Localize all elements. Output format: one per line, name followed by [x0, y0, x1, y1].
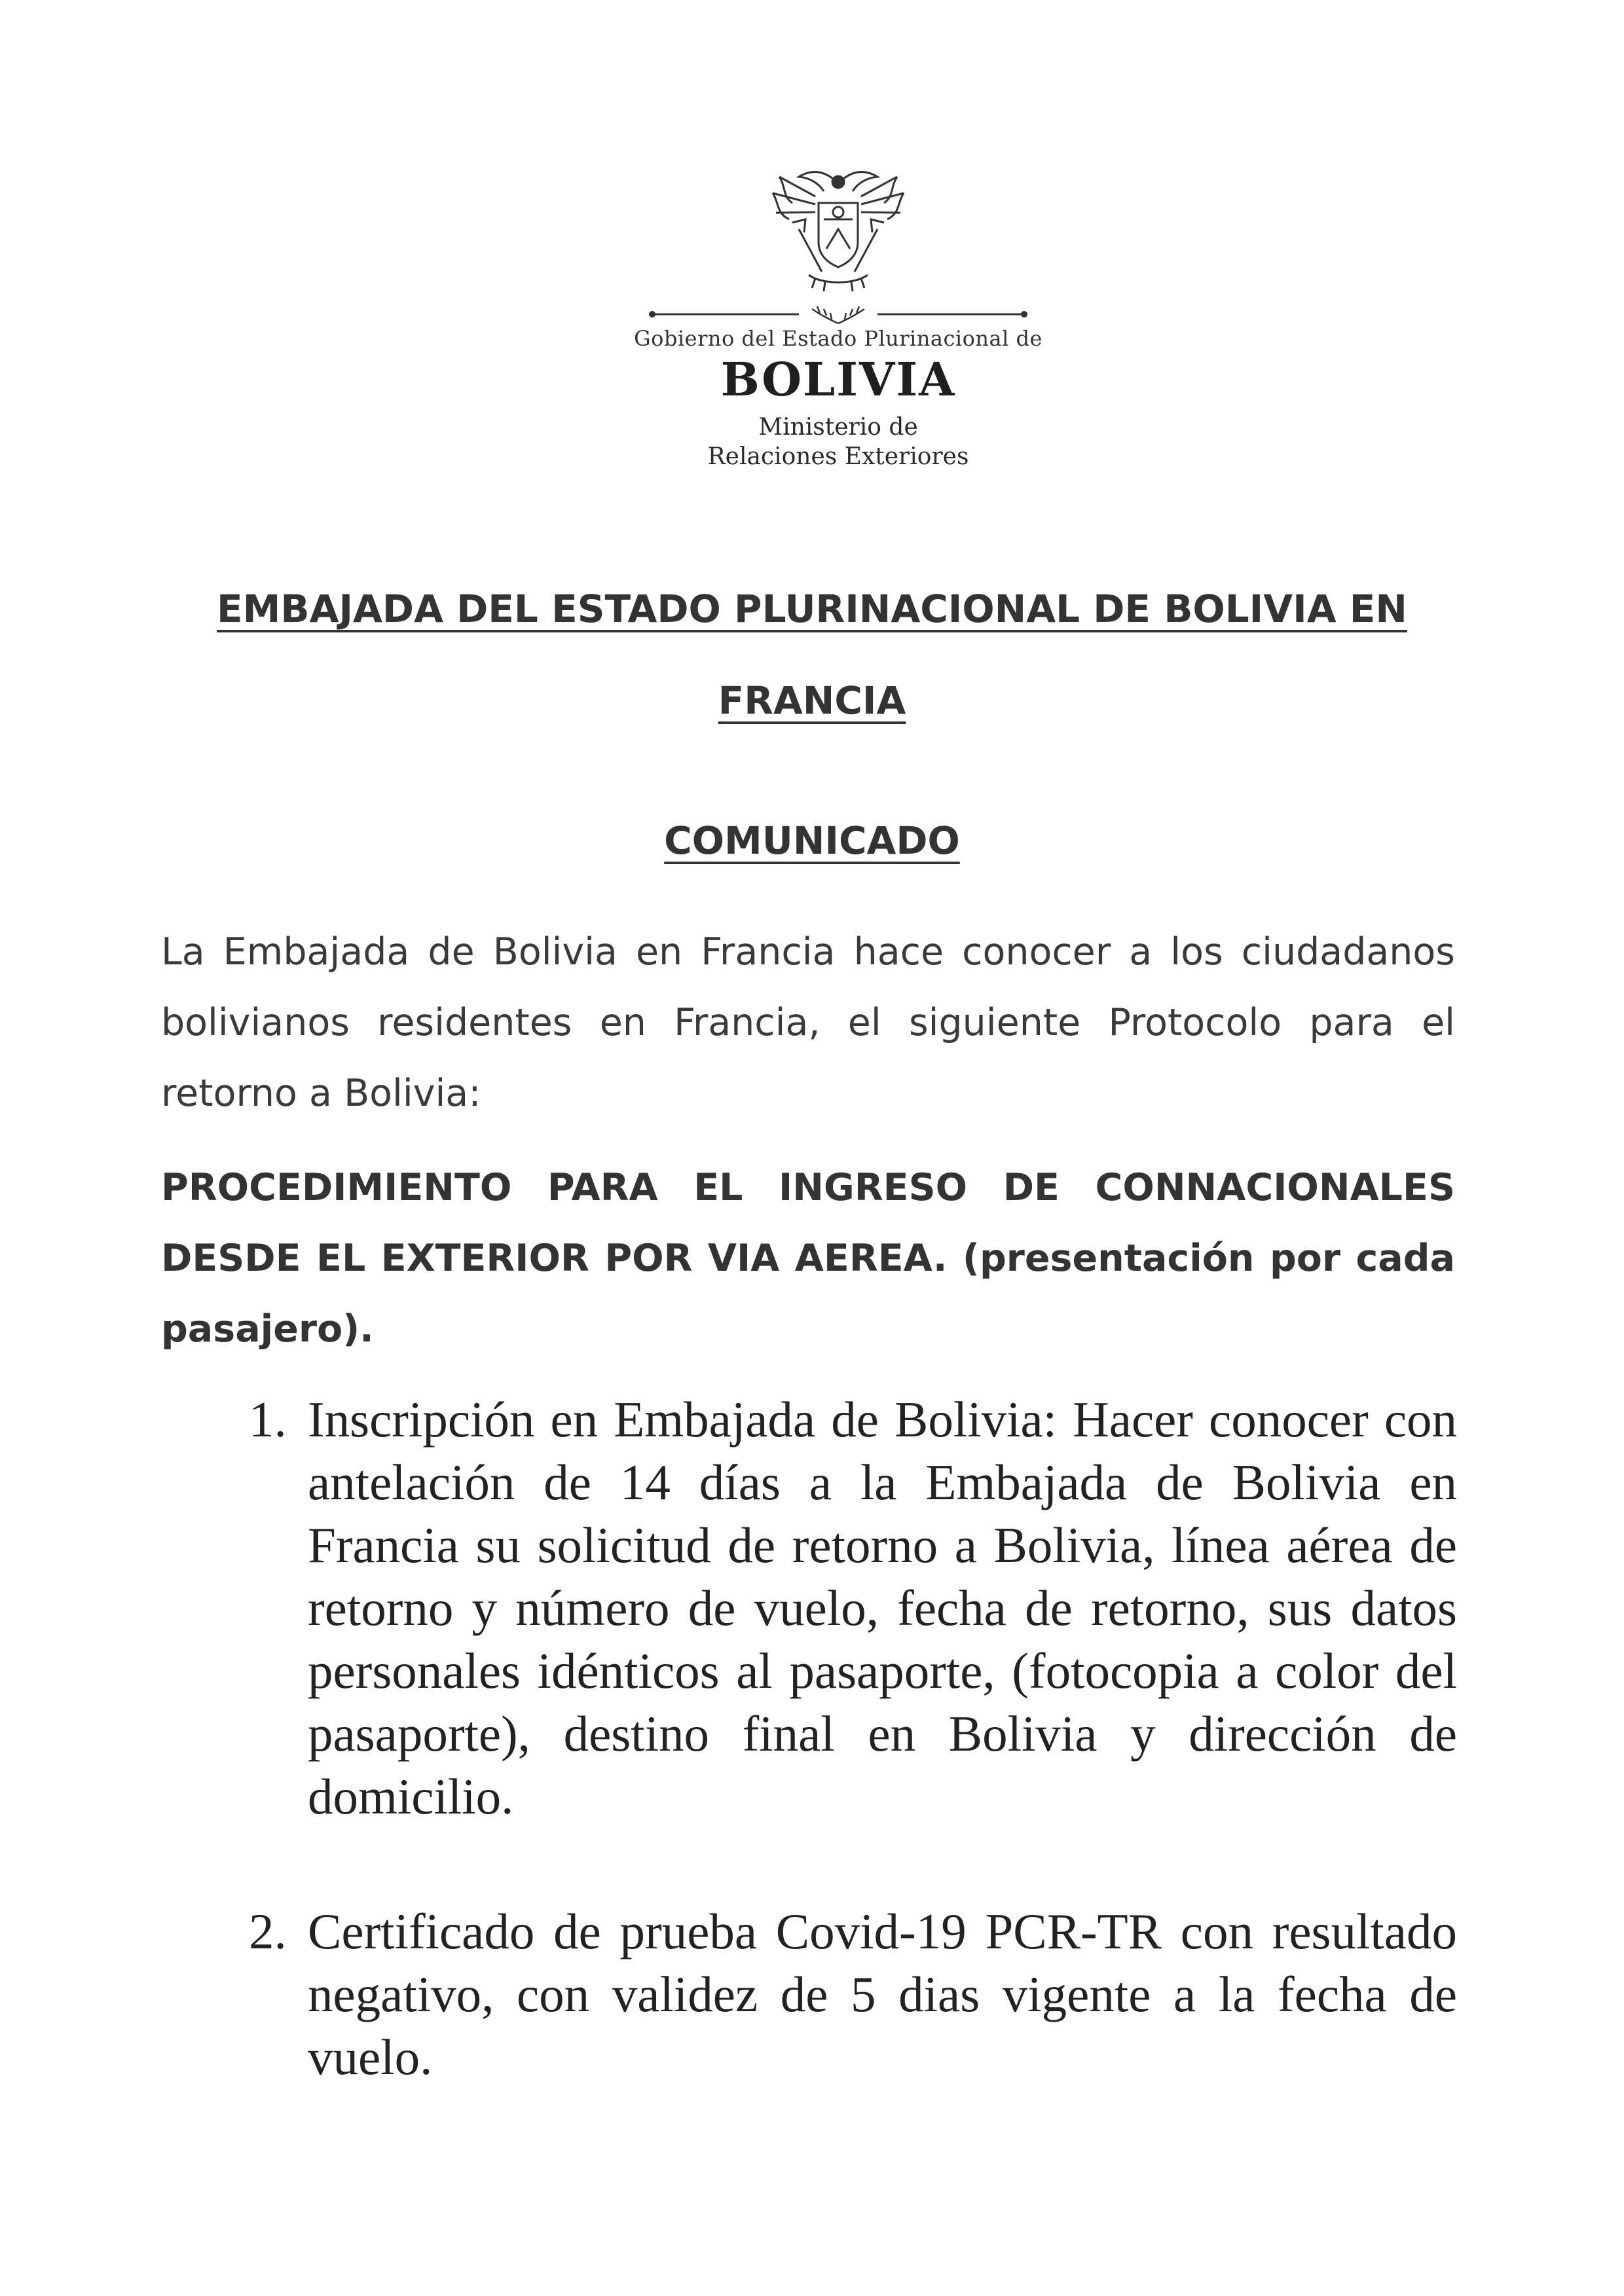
ministry-line-1: Ministerio de — [758, 414, 918, 441]
procedure-title: PROCEDIMIENTO PARA EL INGRESO DE CONNACIONALES DESDE EL EXTERIOR POR VIA AEREA. (presentación por cada pasajero). — [161, 1166, 1455, 1351]
embassy-title — [157, 563, 1467, 746]
letterhead-divider — [648, 302, 1028, 329]
requirements-list — [249, 1388, 1457, 2088]
intro-paragraph: La Embajada de Bolivia en Francia hace conocer a los ciudadanos bolivianos residentes en Francia, el siguiente Protocolo para el retorno a Bolivia: — [161, 930, 1455, 1115]
country-name: BOLIVIA — [720, 352, 956, 407]
letterhead — [616, 157, 1061, 484]
list-item — [249, 1388, 1457, 1828]
ministry-line-2: Relaciones Exteriores — [707, 443, 969, 470]
list-item-number: 2. — [249, 1903, 287, 1959]
list-item — [249, 1900, 1457, 2088]
embassy-title-line-2: FRANCIA — [718, 678, 906, 723]
ministry-name — [616, 412, 1061, 471]
embassy-title-line-1: EMBAJADA DEL ESTADO PLURINACIONAL DE BOLIVIA EN — [217, 587, 1407, 631]
list-item-number: 1. — [249, 1391, 287, 1448]
government-line: Gobierno del Estado Plurinacional de — [634, 326, 1043, 351]
list-item-text: Inscripción en Embajada de Bolivia: Hacer conocer con antelación de 14 días a la Embajada de Bolivia en Francia su solicitud de retorno a Bolivia, línea aérea de retorno y número de vuelo, fecha de retorno, sus datos personales idénticos al pasaporte, (fotocopia a color del pasaporte), destino final en Bolivia y dirección de domicilio. — [308, 1391, 1457, 1825]
list-item-text: Certificado de prueba Covid-19 PCR-TR con resultado negativo, con validez de 5 dias vigente a la fecha de vuelo. — [308, 1903, 1457, 2085]
bolivia-coat-of-arms-icon — [753, 157, 923, 295]
comunicado-heading: COMUNICADO — [664, 818, 960, 863]
